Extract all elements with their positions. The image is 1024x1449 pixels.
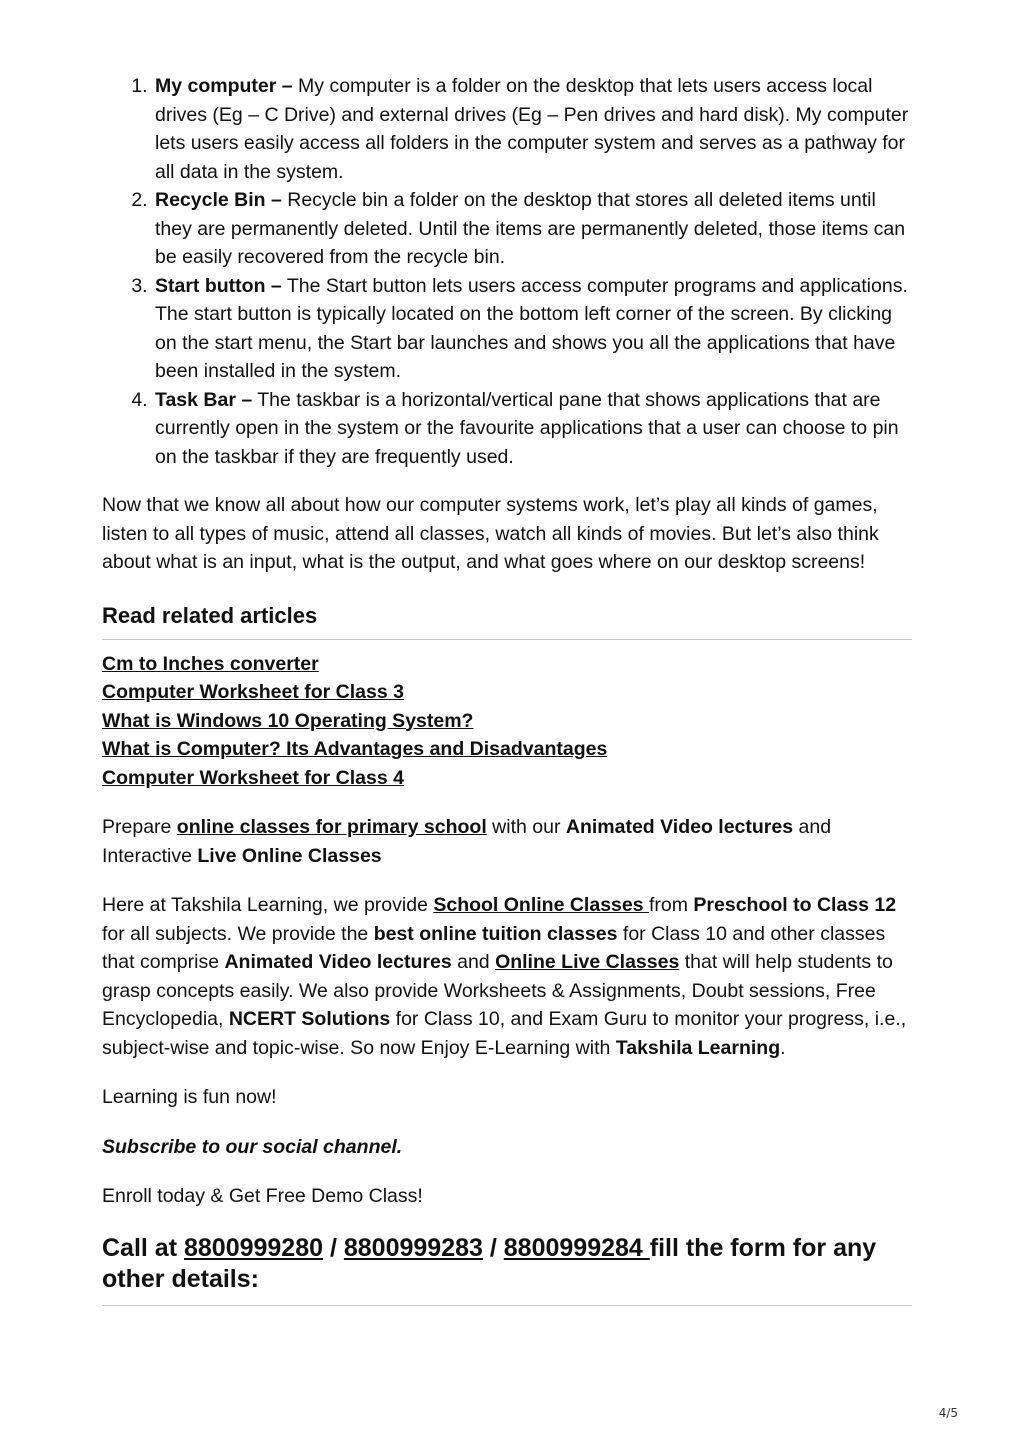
call-heading <box>102 1233 912 1306</box>
bold-text: Preschool to Class 12 <box>693 894 897 916</box>
text-span: from <box>649 894 694 916</box>
article-content <box>102 72 912 1306</box>
list-item <box>153 186 912 272</box>
page-number: 4/5 <box>938 1406 958 1420</box>
subscribe-italic: Subscribe to our social channel. <box>102 1135 403 1158</box>
phone-link-2[interactable]: 8800999283 <box>343 1233 483 1262</box>
term-description: Recycle bin a folder on the desktop that stores all deleted items until they are permanently deleted. Until the items are permanently deleted, those items can be easily recovered from the recycle bin. <box>155 189 906 268</box>
list-item <box>153 386 912 472</box>
list-item <box>153 72 912 186</box>
related-link-worksheet-class-4[interactable]: Computer Worksheet for Class 4 <box>102 766 404 789</box>
text-span: for Class 10, and Exam Guru to monitor your progress, i.e., subject-wise and topic-wise. So now Enjoy E-Learning with <box>102 1008 907 1059</box>
bold-text: NCERT Solutions <box>228 1008 391 1030</box>
text-span: and <box>451 951 496 973</box>
related-link-windows-10[interactable]: What is Windows 10 Operating System? <box>102 709 474 732</box>
related-link-what-is-computer[interactable]: What is Computer? Its Advantages and Disadvantages <box>102 738 608 760</box>
term-label: Recycle Bin – <box>155 189 282 211</box>
text-span: Here at Takshila Learning, we provide <box>102 894 434 916</box>
phone-link-3[interactable]: 8800999284 <box>503 1233 650 1262</box>
bold-text: best online tuition classes <box>373 922 618 945</box>
text-span: with our <box>486 816 566 838</box>
term-label: Start button – <box>155 274 282 297</box>
text-span: Call at <box>102 1233 184 1262</box>
term-description: My computer is a folder on the desktop that lets users access local drives (Eg – C Drive) and external drives (Eg – Pen drives and hard disk). My computer lets users easily access all folders in the computer system and serves as a pathway for all data in the system. <box>155 75 909 183</box>
online-live-classes-link[interactable]: Online Live Classes <box>495 951 680 973</box>
related-articles-list <box>102 650 912 793</box>
desktop-elements-list <box>102 72 912 471</box>
bold-text: Animated Video lectures <box>224 951 452 973</box>
term-description: The taskbar is a horizontal/vertical pane that shows applications that are currently open in the system or the favourite applications that a user can choose to pin on the taskbar if they are frequently used. <box>155 388 899 468</box>
related-link-cm-to-inches[interactable]: Cm to Inches converter <box>102 652 319 675</box>
related-link-worksheet-class-3[interactable]: Computer Worksheet for Class 3 <box>102 681 404 703</box>
text-span: that will help students to grasp concepts easily. We also provide Worksheets & Assignments, Doubt sessions, Free Encyclopedia, <box>102 951 893 1030</box>
text-span: Prepare <box>102 816 177 838</box>
text-span: . <box>780 1036 786 1059</box>
related-articles-heading: Read related articles <box>102 601 912 640</box>
text-span: fill the form for any other details: <box>102 1233 877 1293</box>
fun-text: Learning is fun now! <box>102 1086 277 1108</box>
school-online-classes-link[interactable]: School Online Classes <box>433 894 649 916</box>
intro-paragraph: Now that we know all about how our computer systems work, let’s play all kinds of games, listen to all types of music, attend all classes, watch all kinds of movies. But let’s also think about what is an input, what is the output, and what goes where on our desktop screens! <box>102 494 879 573</box>
takshila-paragraph <box>102 891 912 1062</box>
term-description: The Start button lets users access computer programs and applications. The start button is typically located on the bottom left corner of the screen. By clicking on the start menu, the Start bar launches and shows you all the applications that have been installed in the system. <box>155 274 908 382</box>
prepare-paragraph <box>102 813 912 870</box>
text-span: / <box>323 1233 344 1262</box>
term-label: Task Bar – <box>155 388 253 411</box>
bold-text: Live Online Classes <box>197 844 382 867</box>
bold-text: Animated Video lectures <box>565 816 794 838</box>
list-item <box>153 272 912 386</box>
subscribe-text <box>102 1133 912 1162</box>
bold-text: Takshila Learning <box>615 1036 781 1059</box>
text-span: and Interactive <box>102 816 832 867</box>
enroll-text: Enroll today & Get Free Demo Class! <box>102 1185 423 1207</box>
term-label: My computer – <box>155 75 293 97</box>
text-span: for all subjects. We provide the <box>102 922 374 945</box>
text-span: / <box>482 1233 504 1262</box>
online-classes-primary-link[interactable]: online classes for primary school <box>176 816 487 838</box>
phone-link-1[interactable]: 8800999280 <box>183 1233 324 1262</box>
text-span: for Class 10 and other classes that comprise <box>102 922 886 973</box>
